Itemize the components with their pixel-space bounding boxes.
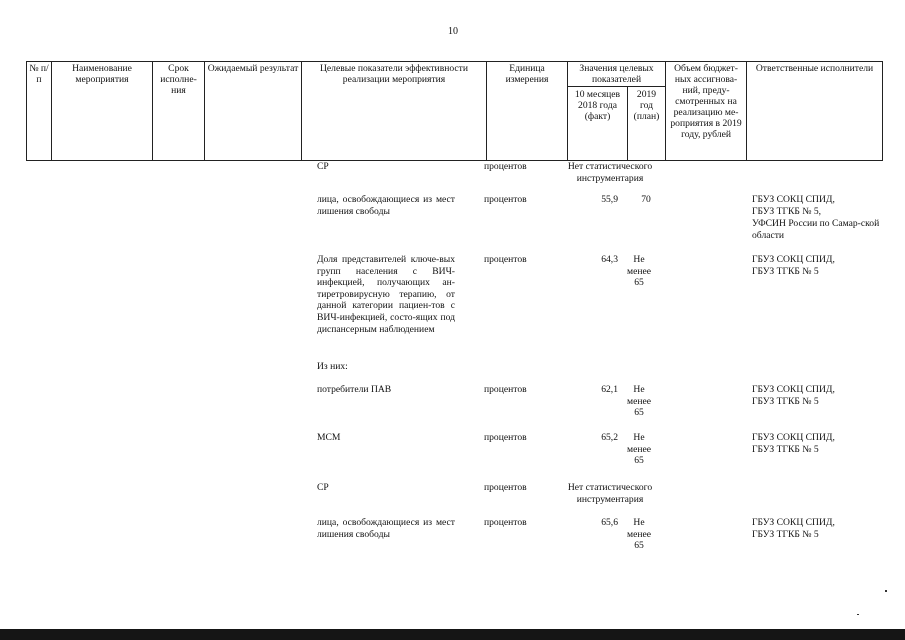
- row-5-unit: процентов: [484, 384, 527, 395]
- header-name: Наименование мероприятия: [52, 62, 153, 161]
- header-fact: 10 месяцев 2018 года (факт): [568, 87, 628, 161]
- row-5-resp-2: ГБУЗ ТГКБ № 5: [752, 396, 819, 407]
- row-2-resp-2: ГБУЗ ТГКБ № 5,: [752, 206, 822, 217]
- row-3-target: Доля представителей ключе-вых групп населения с ВИЧ-инфекцией, получающих ан-тиретровирусную терапию, от данной категории пациен-тов с ВИЧ-инфекцией, состо-ящих под диспансерным наблюдением: [317, 254, 455, 335]
- row-6-target: МСМ: [317, 432, 341, 443]
- header-resp: Ответственные исполнители: [747, 62, 883, 161]
- header-plan: 2019 год (план): [628, 87, 666, 161]
- row-5-resp-1: ГБУЗ СОКЦ СПИД,: [752, 384, 835, 395]
- row-7-target: СР: [317, 482, 329, 493]
- header-term: Срок исполне-ния: [153, 62, 205, 161]
- row-1-no-data: Нет статистического инструментария: [567, 161, 653, 184]
- row-5-fact: 62,1: [601, 384, 618, 395]
- header-values: Значения целевых показателей: [568, 62, 666, 87]
- row-5-plan: Не менее 65: [627, 384, 651, 419]
- row-8-plan: Не менее 65: [627, 517, 651, 552]
- row-7-no-data: Нет статистического инструментария: [567, 482, 653, 505]
- header-result: Ожидаемый результат: [205, 62, 302, 161]
- row-2-resp-1: ГБУЗ СОКЦ СПИД,: [752, 194, 835, 205]
- row-8-resp-2: ГБУЗ ТГКБ № 5: [752, 529, 819, 540]
- row-3-resp-2: ГБУЗ ТГКБ № 5: [752, 266, 819, 277]
- row-8-unit: процентов: [484, 517, 527, 528]
- header-targets: Целевые показатели эффективности реализации мероприятия: [302, 62, 487, 161]
- row-8-resp-1: ГБУЗ СОКЦ СПИД,: [752, 517, 835, 528]
- row-3-resp-1: ГБУЗ СОКЦ СПИД,: [752, 254, 835, 265]
- row-8-fact: 65,6: [601, 517, 618, 528]
- row-6-fact: 65,2: [601, 432, 618, 443]
- row-7-unit: процентов: [484, 482, 527, 493]
- row-3-unit: процентов: [484, 254, 527, 265]
- row-8-target: лица, освобождающиеся из мест лишения свободы: [317, 517, 455, 540]
- scan-speck: [857, 614, 859, 615]
- page-number: 10: [448, 26, 458, 37]
- header-num: № п/п: [27, 62, 52, 161]
- row-6-resp-1: ГБУЗ СОКЦ СПИД,: [752, 432, 835, 443]
- header-budget: Объем бюджет-ных ассигнова-ний, преду-смотренных на реализацию ме-роприятия в 2019 году, рублей: [666, 62, 747, 161]
- row-6-plan: Не менее 65: [627, 432, 651, 467]
- row-2-resp-3: УФСИН России по Самар-ской области: [752, 218, 880, 241]
- scan-bottom-edge: [0, 629, 905, 640]
- row-2-plan: 70: [641, 194, 651, 205]
- row-3-fact: 64,3: [601, 254, 618, 265]
- table-header: [26, 61, 883, 161]
- row-2-fact: 55,9: [601, 194, 618, 205]
- row-2-target: лица, освобождающиеся из мест лишения свободы: [317, 194, 455, 217]
- row-5-target: потребители ПАВ: [317, 384, 392, 395]
- row-2-unit: процентов: [484, 194, 527, 205]
- row-1-target: СР: [317, 161, 329, 172]
- row-6-resp-2: ГБУЗ ТГКБ № 5: [752, 444, 819, 455]
- row-6-unit: процентов: [484, 432, 527, 443]
- row-4-target: Из них:: [317, 361, 348, 372]
- header-unit: Единица измерения: [487, 62, 568, 161]
- scan-speck: [885, 590, 887, 592]
- row-3-plan: Не менее 65: [627, 254, 651, 289]
- row-1-unit: процентов: [484, 161, 527, 172]
